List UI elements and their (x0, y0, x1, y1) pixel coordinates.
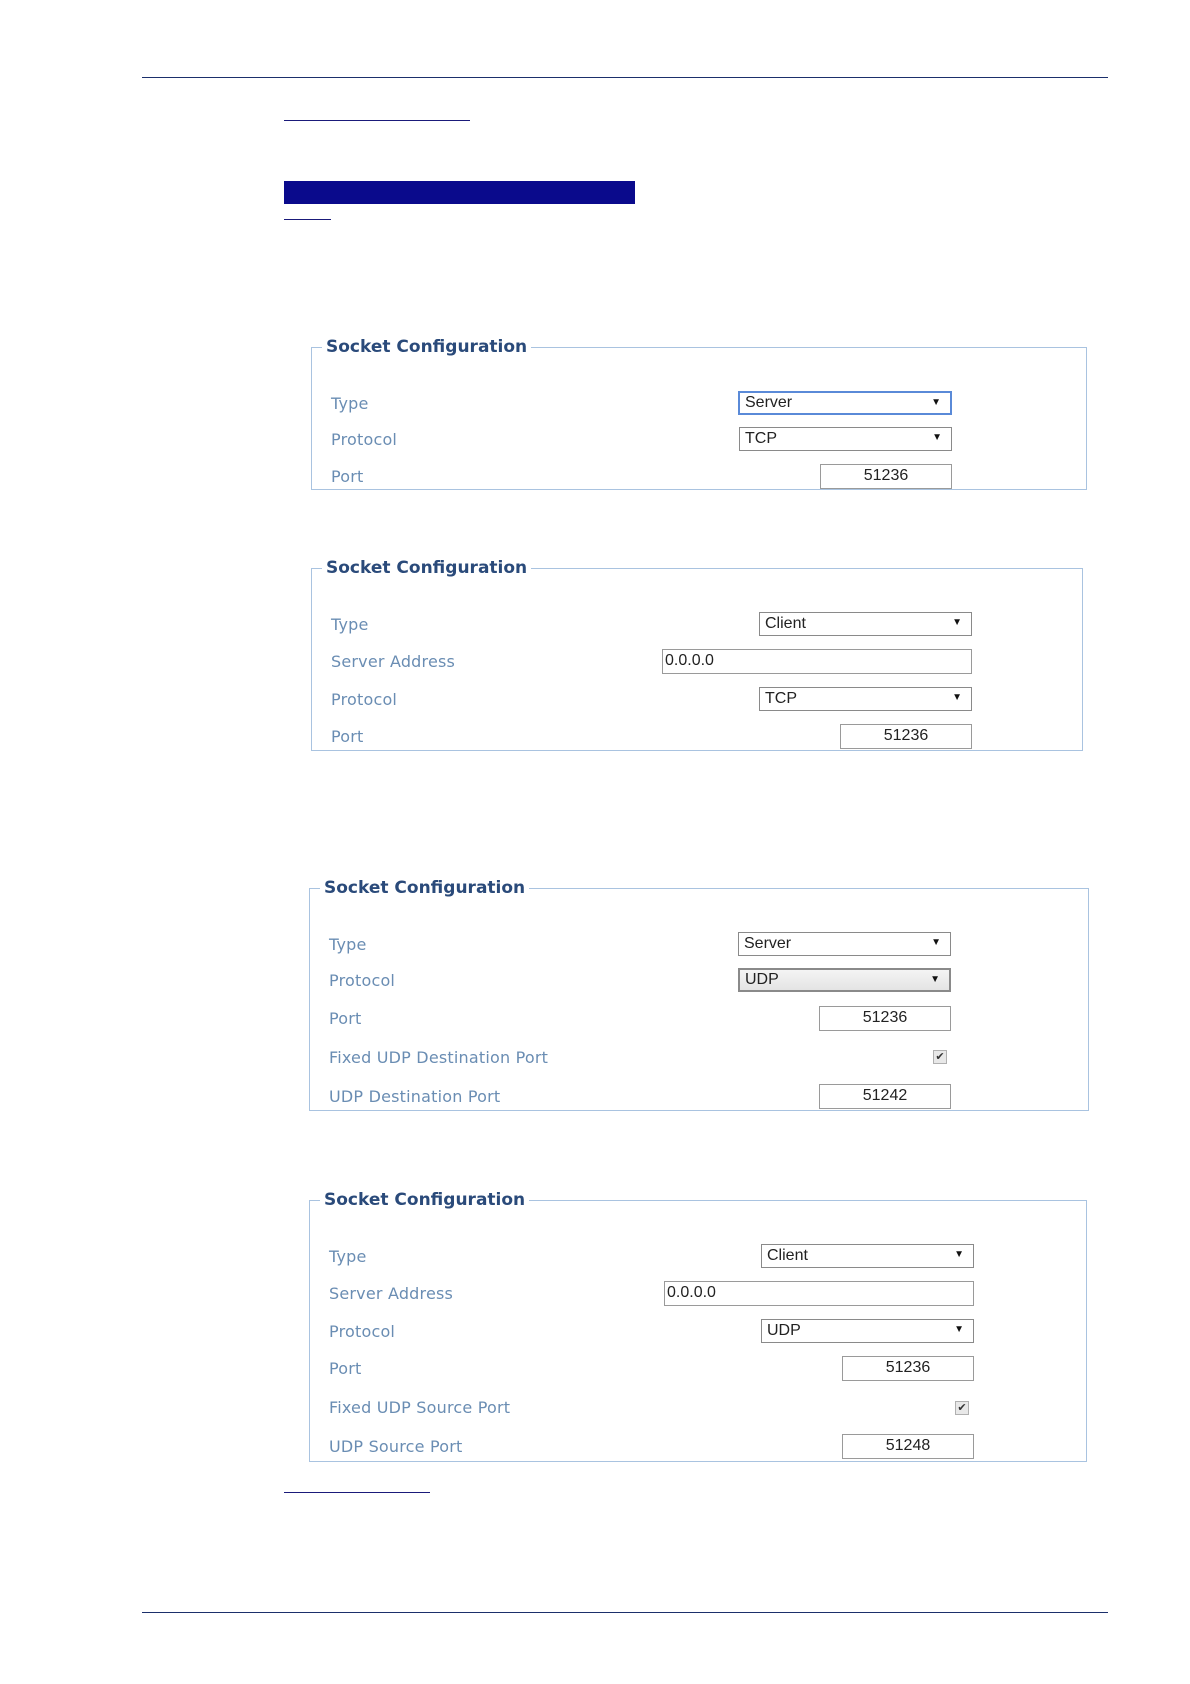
port-row (312, 724, 1082, 752)
panel-legend: Socket Configuration (324, 878, 526, 898)
type-select-value: Server (744, 935, 792, 952)
footer-rule (142, 1612, 1108, 1613)
port-input[interactable]: 51236 (840, 724, 972, 749)
socket-config-panel-server-udp (309, 878, 1089, 1111)
server-address-row (310, 1281, 1086, 1309)
type-select[interactable] (759, 612, 972, 636)
protocol-row (312, 687, 1082, 715)
type-select[interactable] (738, 932, 951, 956)
fixed-udp-source-port-checkbox[interactable] (955, 1401, 969, 1415)
type-label: Type (331, 394, 369, 413)
link-underline-bottom (284, 1492, 430, 1493)
type-label: Type (329, 935, 367, 954)
server-address-label: Server Address (329, 1284, 454, 1303)
panel-legend: Socket Configuration (326, 337, 528, 357)
triangle-down-icon: ▼ (952, 692, 962, 703)
checkmark-icon: ✔ (935, 1050, 945, 1063)
udp-destination-port-input[interactable]: 51242 (819, 1084, 951, 1109)
type-select-value: Client (765, 615, 806, 632)
type-row (312, 612, 1082, 640)
socket-config-panel-client-tcp (311, 558, 1083, 751)
udp-source-port-input[interactable]: 51248 (842, 1434, 974, 1459)
socket-config-panel-server-tcp (311, 337, 1087, 490)
protocol-select-value: UDP (745, 971, 779, 988)
port-label: Port (331, 727, 364, 746)
type-select[interactable] (738, 391, 952, 415)
protocol-label: Protocol (331, 690, 398, 709)
protocol-row (310, 1319, 1086, 1347)
protocol-select[interactable] (759, 687, 972, 711)
udp-source-port-label: UDP Source Port (329, 1437, 463, 1456)
link-underline-top (284, 120, 470, 121)
fixed-udp-destination-port-row (310, 1045, 1088, 1073)
server-address-input[interactable]: 0.0.0.0 (662, 649, 972, 674)
port-row (310, 1356, 1086, 1384)
port-label: Port (329, 1009, 362, 1028)
port-row (312, 464, 1086, 492)
server-address-input[interactable]: 0.0.0.0 (664, 1281, 974, 1306)
server-address-row (312, 649, 1082, 677)
protocol-label: Protocol (329, 971, 396, 990)
port-input[interactable]: 51236 (819, 1006, 951, 1031)
port-input[interactable]: 51236 (820, 464, 952, 489)
type-label: Type (331, 615, 369, 634)
triangle-down-icon: ▼ (931, 937, 941, 948)
port-row (310, 1006, 1088, 1034)
checkmark-icon: ✔ (957, 1401, 967, 1414)
triangle-down-icon: ▼ (930, 974, 940, 985)
udp-source-port-row (310, 1434, 1086, 1462)
protocol-select[interactable] (739, 427, 952, 451)
triangle-down-icon: ▼ (954, 1324, 964, 1335)
protocol-label: Protocol (331, 430, 398, 449)
type-select[interactable] (761, 1244, 974, 1268)
redacted-heading-bar (284, 181, 635, 204)
triangle-down-icon: ▼ (952, 617, 962, 628)
triangle-down-icon: ▼ (954, 1249, 964, 1260)
port-label: Port (329, 1359, 362, 1378)
type-label: Type (329, 1247, 367, 1266)
fixed-udp-source-port-label: Fixed UDP Source Port (329, 1398, 511, 1417)
port-input[interactable]: 51236 (842, 1356, 974, 1381)
triangle-down-icon: ▼ (932, 432, 942, 443)
type-row (310, 1244, 1086, 1272)
socket-config-panel-client-udp (309, 1190, 1087, 1462)
fixed-udp-source-port-row (310, 1395, 1086, 1423)
protocol-select-value: UDP (767, 1322, 801, 1339)
protocol-select-value: TCP (745, 430, 777, 447)
protocol-select[interactable] (738, 968, 951, 992)
type-row (312, 391, 1086, 419)
server-address-label: Server Address (331, 652, 456, 671)
type-select-value: Client (767, 1247, 808, 1264)
fixed-udp-destination-port-checkbox[interactable] (933, 1050, 947, 1064)
fixed-udp-destination-port-label: Fixed UDP Destination Port (329, 1048, 549, 1067)
link-underline-short (284, 219, 331, 220)
protocol-row (312, 427, 1086, 455)
header-rule (142, 77, 1108, 78)
port-label: Port (331, 467, 364, 486)
protocol-row (310, 968, 1088, 996)
udp-destination-port-row (310, 1084, 1088, 1112)
panel-legend: Socket Configuration (326, 558, 528, 578)
type-row (310, 932, 1088, 960)
triangle-down-icon: ▼ (931, 397, 941, 408)
protocol-select[interactable] (761, 1319, 974, 1343)
protocol-label: Protocol (329, 1322, 396, 1341)
panel-legend: Socket Configuration (324, 1190, 526, 1210)
type-select-value: Server (745, 394, 793, 411)
udp-destination-port-label: UDP Destination Port (329, 1087, 501, 1106)
protocol-select-value: TCP (765, 690, 797, 707)
